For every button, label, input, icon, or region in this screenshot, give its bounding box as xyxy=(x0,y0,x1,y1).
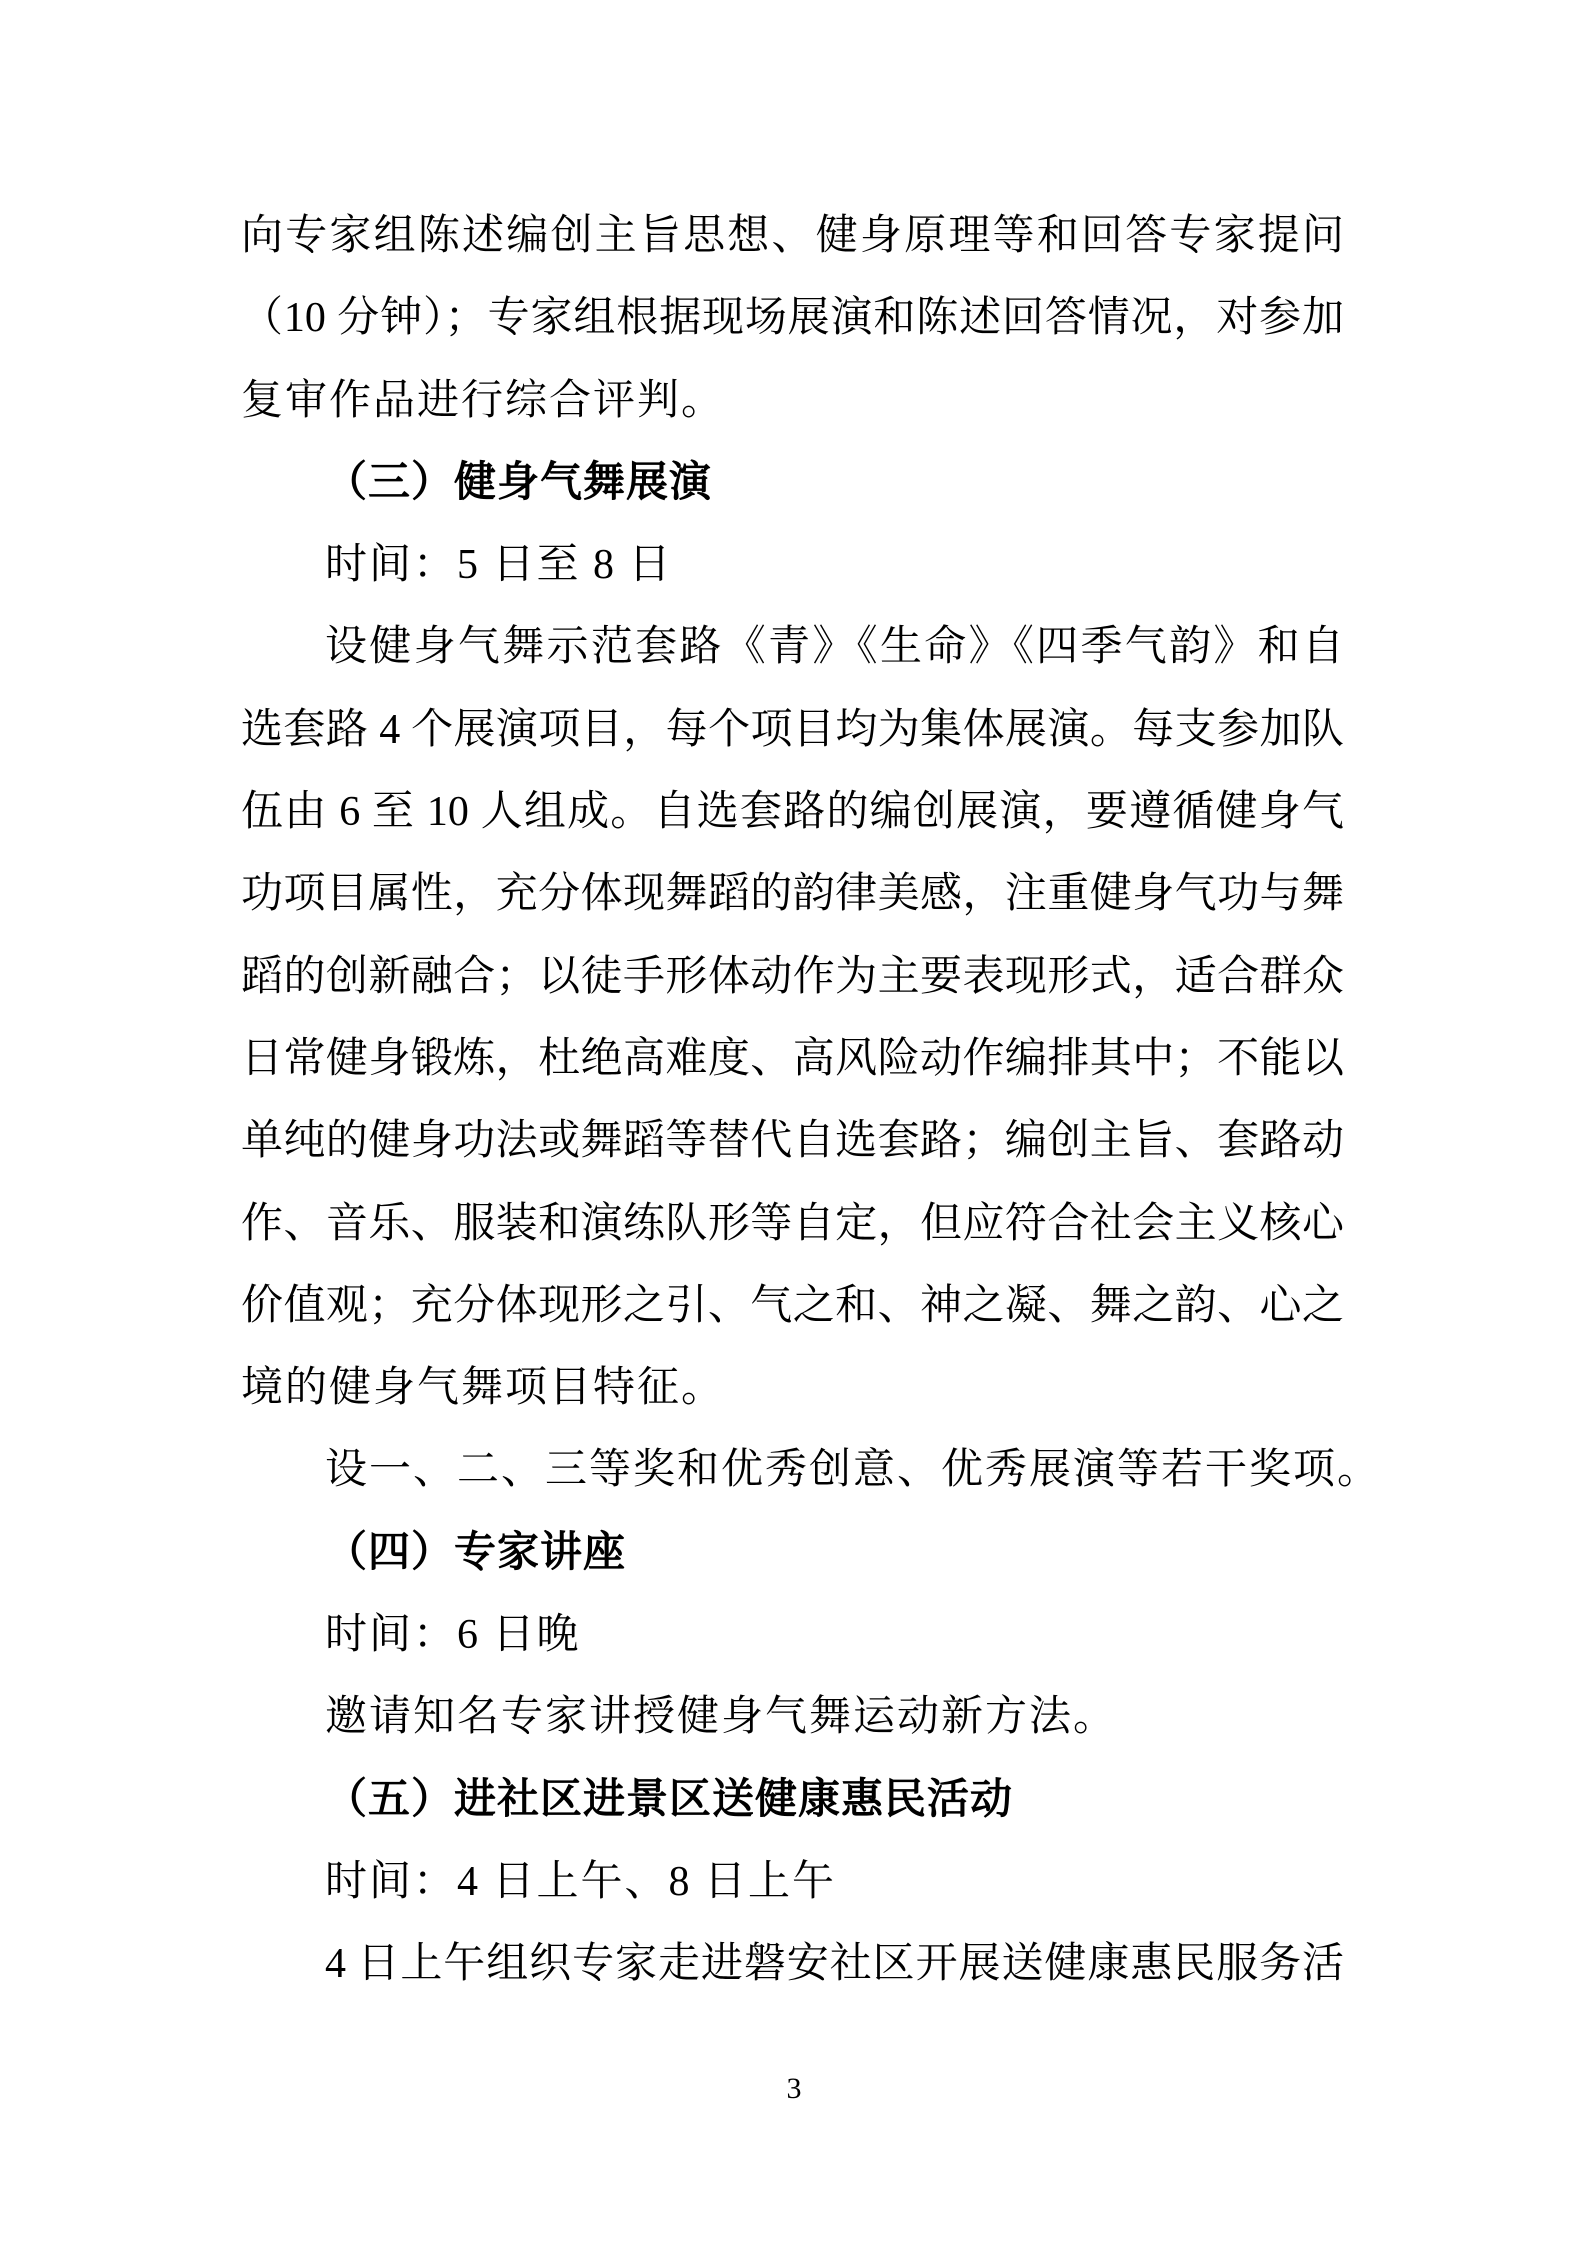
line-text: （五）进社区进景区送健康惠民活动 xyxy=(325,1776,1014,1823)
text-line xyxy=(241,1676,1344,1758)
text-line xyxy=(241,360,1344,442)
line-text: 时间：4 日上午、8 日上午 xyxy=(325,1858,837,1905)
line-text: 设健身气舞示范套路《青》《生命》《四季气韵》和自 xyxy=(325,624,1344,671)
line-text: 4 日上午组织专家走进磐安社区开展送健康惠民服务活 xyxy=(325,1941,1344,1988)
line-text: 伍由 6 至 10 人组成。自选套路的编创展演，要遵循健身气 xyxy=(241,789,1344,836)
text-line xyxy=(241,1923,1344,2005)
text-line xyxy=(241,936,1344,1018)
section-heading xyxy=(241,1512,1344,1594)
page-footer xyxy=(0,2072,1588,2106)
text-line xyxy=(241,1100,1344,1182)
line-text: （10 分钟）；专家组根据现场展演和陈述回答情况，对参加 xyxy=(241,295,1344,342)
line-text: 邀请知名专家讲授健身气舞运动新方法。 xyxy=(325,1694,1118,1741)
line-text: 境的健身气舞项目特征。 xyxy=(241,1365,726,1412)
line-text: 复审作品进行综合评判。 xyxy=(241,377,726,424)
line-text: 日常健身锻炼，杜绝高难度、高风险动作编排其中；不能以 xyxy=(241,1035,1344,1082)
text-line xyxy=(241,1018,1344,1100)
line-text: 设一、二、三等奖和优秀创意、优秀展演等若干奖项。 xyxy=(325,1447,1382,1494)
text-line xyxy=(241,606,1344,688)
line-text: 作、音乐、服装和演练队形等自定，但应符合社会主义核心 xyxy=(241,1200,1344,1247)
page-number: 3 xyxy=(786,2072,802,2105)
text-line xyxy=(241,771,1344,853)
section-heading xyxy=(241,442,1344,524)
line-text: 单纯的健身功法或舞蹈等替代自选套路；编创主旨、套路动 xyxy=(241,1118,1344,1165)
text-line xyxy=(241,689,1344,771)
text-line xyxy=(241,1265,1344,1347)
text-line xyxy=(241,1429,1382,1511)
line-text: 选套路 4 个展演项目，每个项目均为集体展演。每支参加队 xyxy=(241,706,1344,753)
text-line xyxy=(241,853,1344,935)
line-text: 时间：6 日晚 xyxy=(325,1612,581,1659)
text-line xyxy=(241,1347,1344,1429)
text-line xyxy=(241,1841,1344,1923)
text-line xyxy=(241,1183,1344,1265)
text-line xyxy=(241,195,1344,277)
line-text: 价值观；充分体现形之引、气之和、神之凝、舞之韵、心之 xyxy=(241,1282,1344,1329)
line-text: （三）健身气舞展演 xyxy=(325,459,713,506)
text-line xyxy=(241,1594,1344,1676)
document-body xyxy=(241,195,1382,2006)
line-text: 蹈的创新融合；以徒手形体动作为主要表现形式，适合群众 xyxy=(241,953,1344,1000)
line-text: 向专家组陈述编创主旨思想、健身原理等和回答专家提问 xyxy=(241,213,1344,259)
line-text: （四）专家讲座 xyxy=(325,1529,627,1576)
text-line xyxy=(241,524,1344,606)
line-text: 时间：5 日至 8 日 xyxy=(325,542,673,589)
text-line xyxy=(241,277,1344,359)
line-text: 功项目属性，充分体现舞蹈的韵律美感，注重健身气功与舞 xyxy=(241,871,1344,918)
section-heading xyxy=(241,1759,1344,1841)
